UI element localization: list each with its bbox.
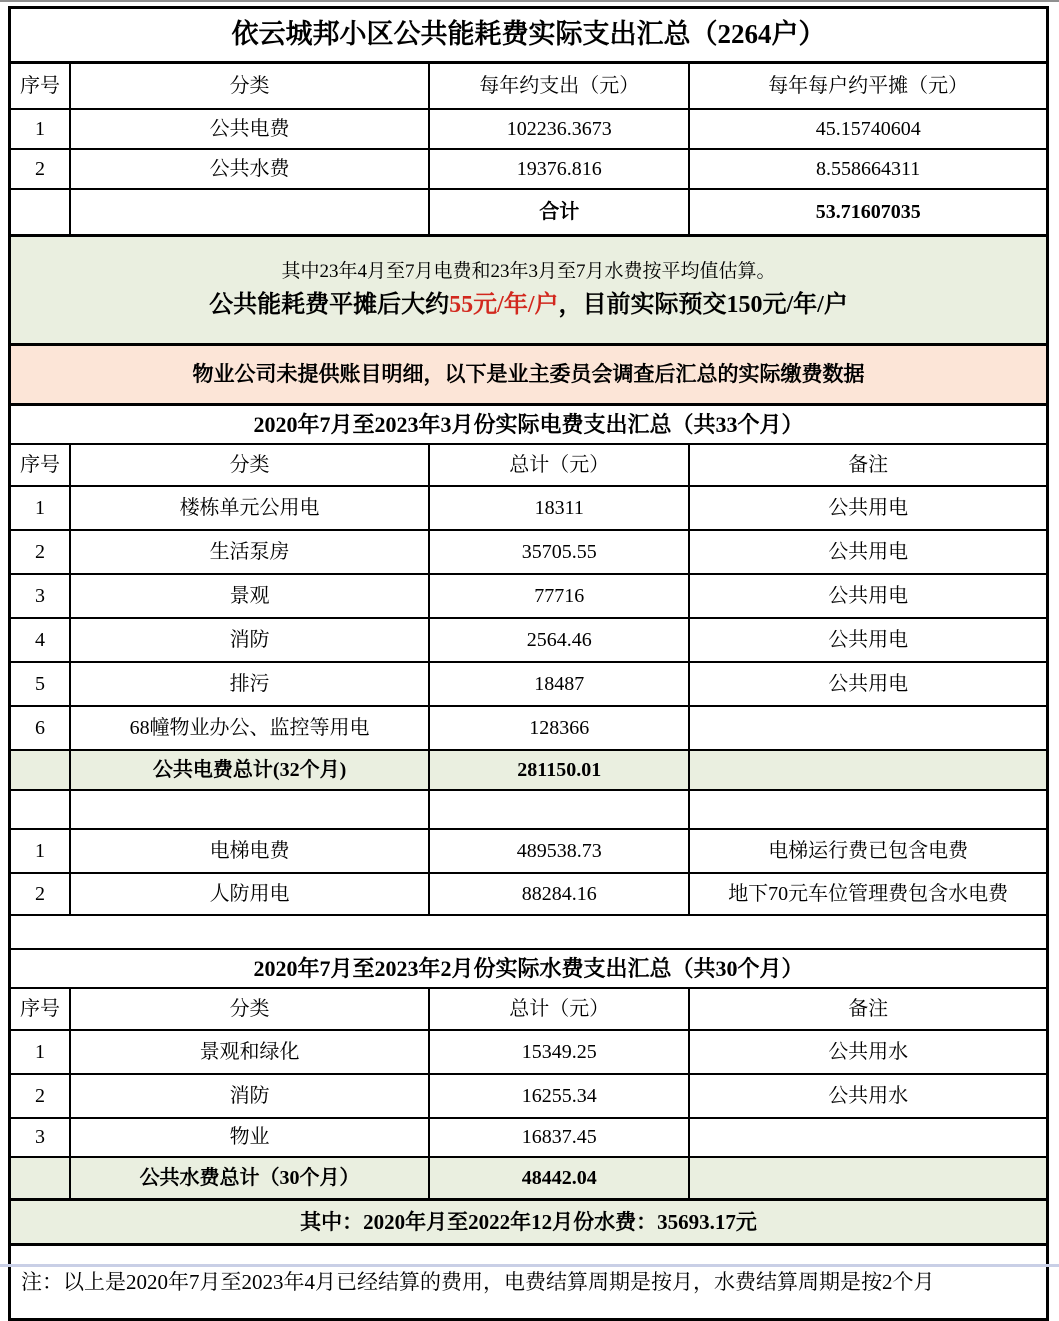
amount-cell: 19376.816 xyxy=(429,149,689,189)
table-row xyxy=(10,662,1048,706)
table-row xyxy=(10,1157,1048,1200)
electricity-section-title: 2020年7月至2023年3月份实际电费支出汇总（共33个月） xyxy=(10,405,1048,445)
category-cell: 楼栋单元公用电 xyxy=(70,486,429,530)
amount-cell: 88284.16 xyxy=(429,873,689,915)
category-cell: 电梯电费 xyxy=(70,829,429,873)
table-row xyxy=(10,790,1048,829)
column-header-total: 总计（元） xyxy=(429,988,689,1030)
total-value: 53.71607035 xyxy=(689,189,1047,236)
remark-cell: 公共用电 xyxy=(689,530,1047,574)
remark-cell: 公共用电 xyxy=(689,574,1047,618)
table-row xyxy=(10,618,1048,662)
table-row xyxy=(10,1074,1048,1118)
water-total-value: 48442.04 xyxy=(429,1157,689,1200)
estimate-red-amount: 55元/年/户 xyxy=(449,291,559,318)
amount-cell: 77716 xyxy=(429,574,689,618)
window-top-edge xyxy=(0,0,1059,2)
table-row xyxy=(10,1245,1048,1320)
table-row xyxy=(10,405,1048,445)
seq-cell: 3 xyxy=(10,1118,71,1157)
remark-cell: 地下70元车位管理费包含水电费 xyxy=(689,873,1047,915)
seq-cell: 1 xyxy=(10,1030,71,1074)
estimate-note-line2 xyxy=(13,290,1044,320)
column-header-category: 分类 xyxy=(70,444,429,486)
total-label: 合计 xyxy=(429,189,689,236)
category-cell: 公共水费 xyxy=(70,149,429,189)
estimate-prefix: 公共能耗费平摊后大约 xyxy=(209,291,450,318)
empty-cell xyxy=(70,790,429,829)
seq-cell: 3 xyxy=(10,574,71,618)
per-household-cell: 45.15740604 xyxy=(689,109,1047,149)
seq-cell: 1 xyxy=(10,829,71,873)
expense-summary-sheet xyxy=(8,6,1051,1321)
table-row xyxy=(10,949,1048,988)
table-row xyxy=(10,109,1048,149)
remark-cell: 电梯运行费已包含电费 xyxy=(689,829,1047,873)
amount-cell: 102236.3673 xyxy=(429,109,689,149)
remark-cell: 公共用电 xyxy=(689,618,1047,662)
remark-cell: 公共用水 xyxy=(689,1030,1047,1074)
column-header-remark: 备注 xyxy=(689,444,1047,486)
table-row xyxy=(10,189,1048,236)
water-total-label: 公共水费总计（30个月） xyxy=(70,1157,429,1200)
remark-cell xyxy=(689,1118,1047,1157)
remark-cell xyxy=(689,706,1047,750)
seq-cell: 5 xyxy=(10,662,71,706)
empty-cell xyxy=(10,915,1048,949)
amount-cell: 128366 xyxy=(429,706,689,750)
category-cell: 生活泵房 xyxy=(70,530,429,574)
empty-cell xyxy=(429,790,689,829)
table-row xyxy=(10,1030,1048,1074)
estimate-note-line1: 其中23年4月至7月电费和23年3月至7月水费按平均值估算。 xyxy=(281,261,776,283)
table-row xyxy=(10,829,1048,873)
remark-cell: 公共用水 xyxy=(689,1074,1047,1118)
empty-cell xyxy=(10,790,71,829)
table-row xyxy=(10,236,1048,345)
amount-cell: 16837.45 xyxy=(429,1118,689,1157)
table-row xyxy=(10,873,1048,915)
column-header-seq: 序号 xyxy=(10,988,71,1030)
column-header-remark: 备注 xyxy=(689,988,1047,1030)
category-cell: 排污 xyxy=(70,662,429,706)
water-subnote: 其中：2020年月至2022年12月份水费：35693.17元 xyxy=(10,1200,1048,1245)
column-header-total: 总计（元） xyxy=(429,444,689,486)
seq-cell xyxy=(10,189,71,236)
column-header-category: 分类 xyxy=(70,63,429,110)
electricity-total-value: 281150.01 xyxy=(429,750,689,790)
estimate-note xyxy=(10,236,1048,345)
disclaimer-banner: 物业公司未提供账目明细，以下是业主委员会调查后汇总的实际缴费数据 xyxy=(10,345,1048,405)
table-row xyxy=(10,574,1048,618)
seq-cell xyxy=(10,1157,71,1200)
estimate-suffix: ，目前实际预交150元/年/户 xyxy=(558,291,848,318)
category-cell xyxy=(70,189,429,236)
table-row xyxy=(10,530,1048,574)
column-header-per-household: 每年每户约平摊（元） xyxy=(689,63,1047,110)
remark-cell xyxy=(689,1157,1047,1200)
table-row xyxy=(10,444,1048,486)
electricity-total-label: 公共电费总计(32个月) xyxy=(70,750,429,790)
seq-cell: 1 xyxy=(10,109,71,149)
amount-cell: 18311 xyxy=(429,486,689,530)
category-cell: 消防 xyxy=(70,618,429,662)
table-row xyxy=(10,486,1048,530)
remark-cell: 公共用电 xyxy=(689,662,1047,706)
category-cell: 人防用电 xyxy=(70,873,429,915)
table-row xyxy=(10,63,1048,110)
seq-cell: 2 xyxy=(10,1074,71,1118)
column-header-seq: 序号 xyxy=(10,444,71,486)
table-row xyxy=(10,988,1048,1030)
table-row xyxy=(10,8,1048,63)
column-header-category: 分类 xyxy=(70,988,429,1030)
category-cell: 消防 xyxy=(70,1074,429,1118)
table-row xyxy=(10,345,1048,405)
water-section-title: 2020年7月至2023年2月份实际水费支出汇总（共30个月） xyxy=(10,949,1048,988)
amount-cell: 16255.34 xyxy=(429,1074,689,1118)
seq-cell: 1 xyxy=(10,486,71,530)
amount-cell: 489538.73 xyxy=(429,829,689,873)
seq-cell xyxy=(10,750,71,790)
footnote: 注：以上是2020年7月至2023年4月已经结算的费用，电费结算周期是按月，水费结算周期是按2个月 xyxy=(10,1245,1048,1320)
remark-cell: 公共用电 xyxy=(689,486,1047,530)
amount-cell: 2564.46 xyxy=(429,618,689,662)
table-row xyxy=(10,1200,1048,1245)
category-cell: 公共电费 xyxy=(70,109,429,149)
table-row xyxy=(10,149,1048,189)
column-header-annual-spend: 每年约支出（元） xyxy=(429,63,689,110)
main-title: 依云城邦小区公共能耗费实际支出汇总（2264户） xyxy=(10,8,1048,63)
seq-cell: 2 xyxy=(10,873,71,915)
seq-cell: 4 xyxy=(10,618,71,662)
empty-cell xyxy=(689,790,1047,829)
remark-cell xyxy=(689,750,1047,790)
table-row xyxy=(10,1118,1048,1157)
category-cell: 景观和绿化 xyxy=(70,1030,429,1074)
amount-cell: 18487 xyxy=(429,662,689,706)
column-header-seq: 序号 xyxy=(10,63,71,110)
amount-cell: 15349.25 xyxy=(429,1030,689,1074)
seq-cell: 6 xyxy=(10,706,71,750)
category-cell: 68幢物业办公、监控等用电 xyxy=(70,706,429,750)
per-household-cell: 8.558664311 xyxy=(689,149,1047,189)
expense-table xyxy=(8,6,1049,1321)
table-row xyxy=(10,915,1048,949)
table-row xyxy=(10,706,1048,750)
category-cell: 物业 xyxy=(70,1118,429,1157)
table-row xyxy=(10,750,1048,790)
seq-cell: 2 xyxy=(10,530,71,574)
seq-cell: 2 xyxy=(10,149,71,189)
category-cell: 景观 xyxy=(70,574,429,618)
amount-cell: 35705.55 xyxy=(429,530,689,574)
